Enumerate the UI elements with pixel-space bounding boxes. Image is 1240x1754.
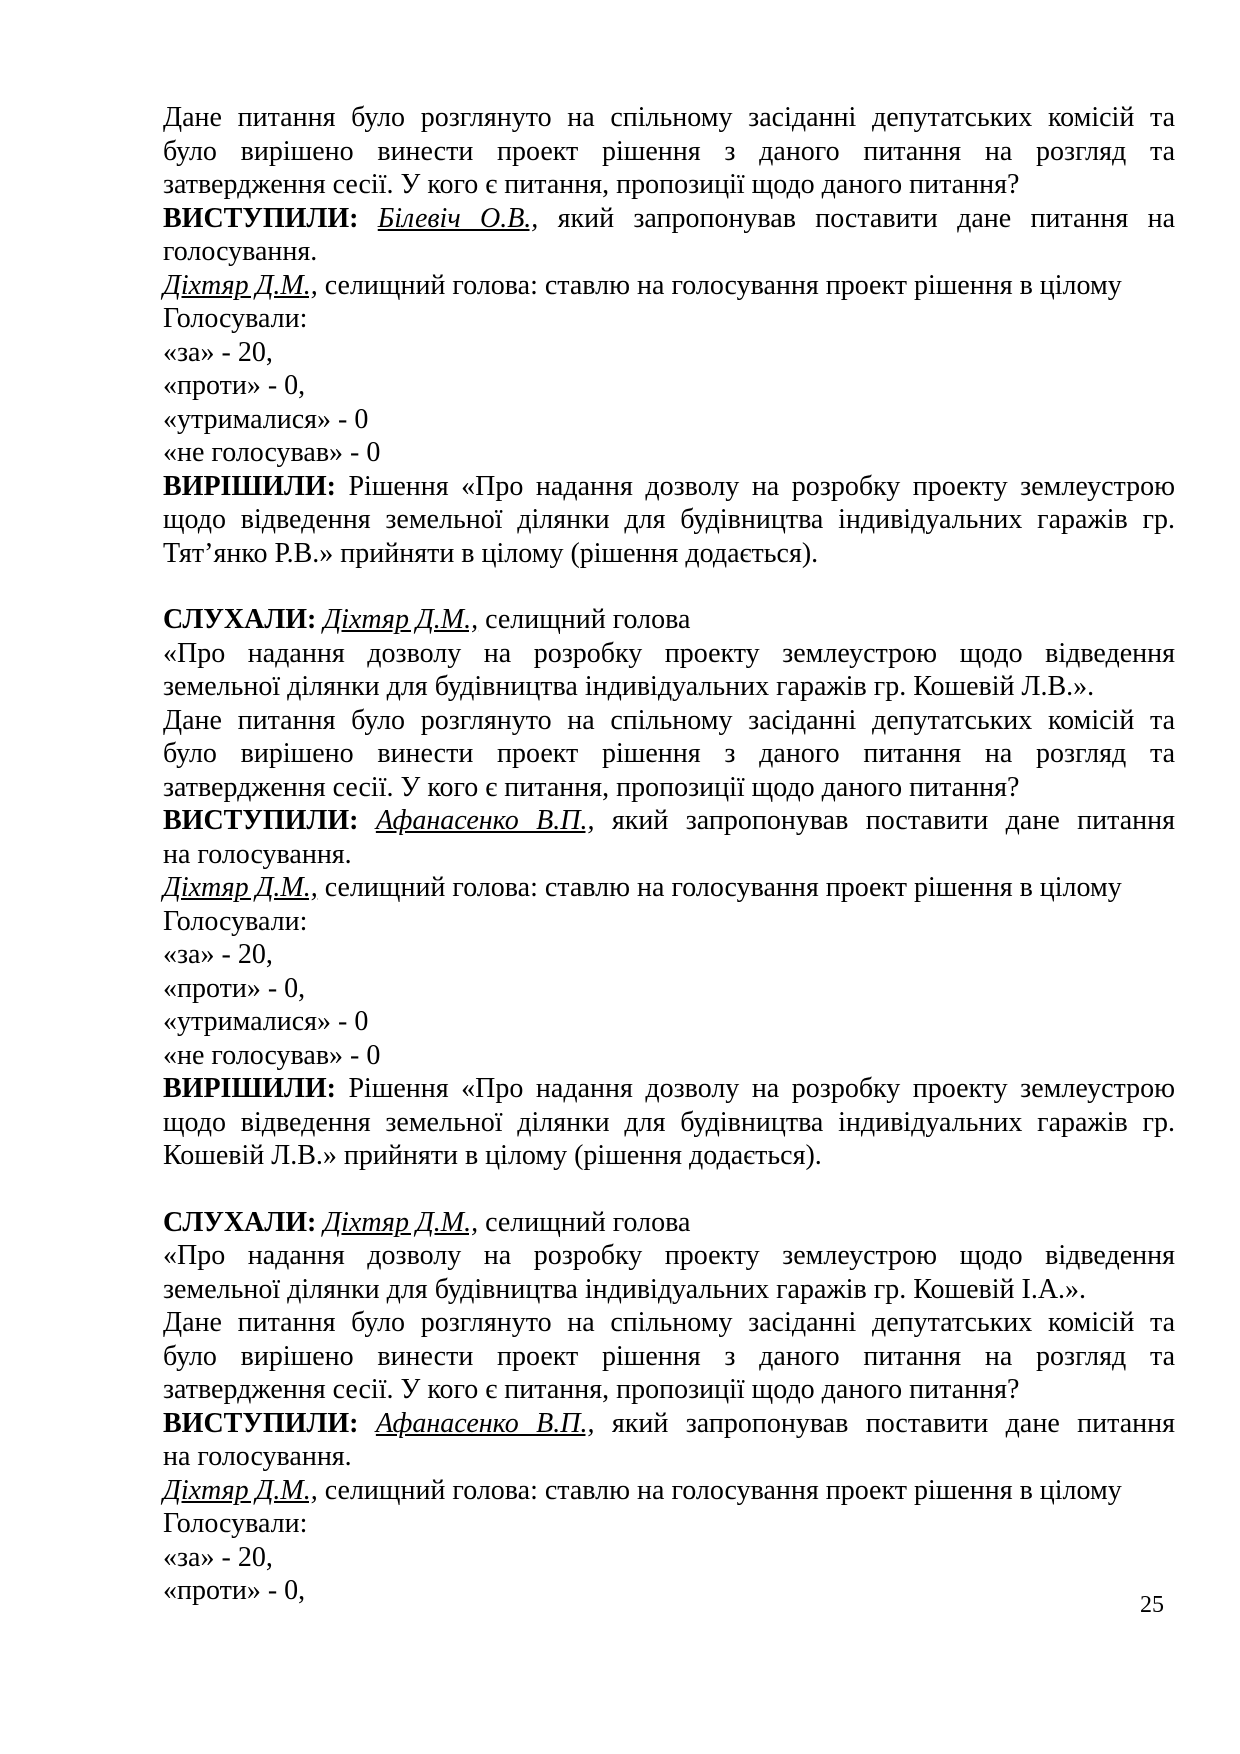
head-name: Діхтяр Д.М.,	[163, 872, 318, 903]
intro-line: затвердження сесії. У кого є питання, пропозиції щодо даного питання?	[163, 771, 1020, 803]
spoke-text: який запропонував поставити дане питання	[594, 805, 1176, 836]
spoke-label: ВИСТУПИЛИ:	[163, 1407, 359, 1439]
intro-line: було вирішено винести проект рішення з даного питання на розгляд та	[163, 1340, 1175, 1372]
heard-line	[163, 1206, 1175, 1240]
speaker-name: Білевіч О.В.,	[377, 202, 539, 234]
head-line	[163, 1474, 1175, 1508]
votes-title: Голосували:	[163, 303, 308, 334]
section-item-2	[163, 603, 1175, 1173]
spoke-line	[163, 804, 1175, 838]
topic-line: «Про надання дозволу на розробку проекту землеустрою щодо відведення	[163, 637, 1175, 669]
heard-text: селищний голова	[478, 1206, 691, 1238]
paragraph-gap	[163, 570, 1175, 603]
topic-line: «Про надання дозволу на розробку проекту землеустрою щодо відведення	[163, 1240, 1175, 1271]
head-line	[163, 269, 1175, 303]
spoke-line	[163, 202, 1175, 236]
vote-against: «проти» - 0,	[163, 370, 306, 401]
topic-line: земельної ділянки для будівництва індивідуальних гаражів гр. Кошевій Л.В.».	[163, 671, 1095, 702]
intro-line: Дане питання було розглянуто на спільному засіданні депутатських комісій та	[163, 102, 1175, 133]
paragraph-gap	[163, 1173, 1175, 1206]
topic-line: земельної ділянки для будівництва індивідуальних гаражів гр. Кошевій І.А.».	[163, 1273, 1087, 1305]
vote-for: «за» - 20,	[163, 1541, 273, 1573]
spoke-label: ВИСТУПИЛИ:	[163, 202, 359, 234]
vote-abstain: «утрималися» - 0	[163, 403, 369, 435]
spoke-text-cont: на голосування.	[163, 838, 352, 870]
decided-line	[163, 1072, 1175, 1106]
vote-against: «проти» - 0,	[163, 1575, 306, 1606]
vote-abstain: «утрималися» - 0	[163, 1006, 369, 1037]
vote-not-voted: «не голосував» - 0	[163, 437, 381, 468]
vote-not-voted: «не голосував» - 0	[163, 1039, 381, 1071]
decided-line: Тят’янко Р.В.» прийняти в цілому (рішення додається).	[163, 537, 819, 569]
decided-label: ВИРІШИЛИ:	[163, 1073, 336, 1104]
spoke-text: який запропонував поставити дане питання	[594, 1407, 1176, 1439]
document-page	[163, 101, 1175, 1608]
intro-line: Дане питання було розглянуто на спільному засіданні депутатських комісій та	[163, 1307, 1175, 1338]
decided-line: щодо відведення земельної ділянки для будівництва індивідуальних гаражів гр.	[163, 504, 1175, 535]
spoke-text-cont: на голосування.	[163, 1441, 352, 1472]
intro-line: Дане питання було розглянуто на спільному засіданні депутатських комісій та	[163, 704, 1175, 736]
vote-for: «за» - 20,	[163, 336, 273, 368]
head-name: Діхтяр Д.М.,	[163, 269, 318, 301]
heard-text: селищний голова	[478, 604, 691, 635]
intro-line: було вирішено винести проект рішення з даного питання на розгляд та	[163, 738, 1175, 769]
head-text: селищний голова: ставлю на голосування проект рішення в цілому	[317, 1474, 1122, 1506]
votes-title: Голосували:	[163, 1508, 308, 1539]
heard-label: СЛУХАЛИ:	[163, 1206, 317, 1238]
heard-name: Діхтяр Д.М.,	[323, 604, 479, 635]
heard-line	[163, 603, 1175, 637]
spoke-line	[163, 1407, 1175, 1441]
decided-line: щодо відведення земельної ділянки для будівництва індивідуальних гаражів гр.	[163, 1106, 1175, 1138]
speaker-name: Афанасенко В.П.,	[375, 1407, 595, 1439]
heard-label: СЛУХАЛИ:	[163, 604, 317, 635]
spoke-text-cont: голосування.	[163, 236, 318, 267]
page-number: 25	[1140, 1592, 1164, 1618]
vote-for: «за» - 20,	[163, 939, 273, 970]
decided-text: Рішення «Про надання дозволу на розробку проекту землеустрою	[335, 470, 1175, 502]
section-item-3	[163, 1206, 1175, 1608]
votes-title: Голосували:	[163, 905, 308, 937]
head-text: селищний голова: ставлю на голосування проект рішення в цілому	[317, 872, 1122, 903]
decided-label: ВИРІШИЛИ:	[163, 470, 336, 502]
head-name: Діхтяр Д.М.,	[163, 1474, 318, 1506]
intro-line: було вирішено винести проект рішення з даного питання на розгляд та	[163, 135, 1175, 167]
speaker-name: Афанасенко В.П.,	[375, 805, 595, 836]
head-text: селищний голова: ставлю на голосування проект рішення в цілому	[317, 269, 1122, 301]
decided-line	[163, 470, 1175, 504]
head-line	[163, 871, 1175, 905]
intro-line: затвердження сесії. У кого є питання, пропозиції щодо даного питання?	[163, 1374, 1020, 1405]
intro-line: затвердження сесії. У кого є питання, пропозиції щодо даного питання?	[163, 169, 1020, 200]
spoke-label: ВИСТУПИЛИ:	[163, 805, 359, 836]
spoke-text: який запропонував поставити дане питання на	[538, 202, 1175, 234]
decided-text: Рішення «Про надання дозволу на розробку проекту землеустрою	[335, 1073, 1175, 1104]
section-tail	[163, 101, 1175, 570]
vote-against: «проти» - 0,	[163, 972, 306, 1004]
decided-line: Кошевій Л.В.» прийняти в цілому (рішення додається).	[163, 1140, 822, 1171]
heard-name: Діхтяр Д.М.,	[323, 1206, 479, 1238]
